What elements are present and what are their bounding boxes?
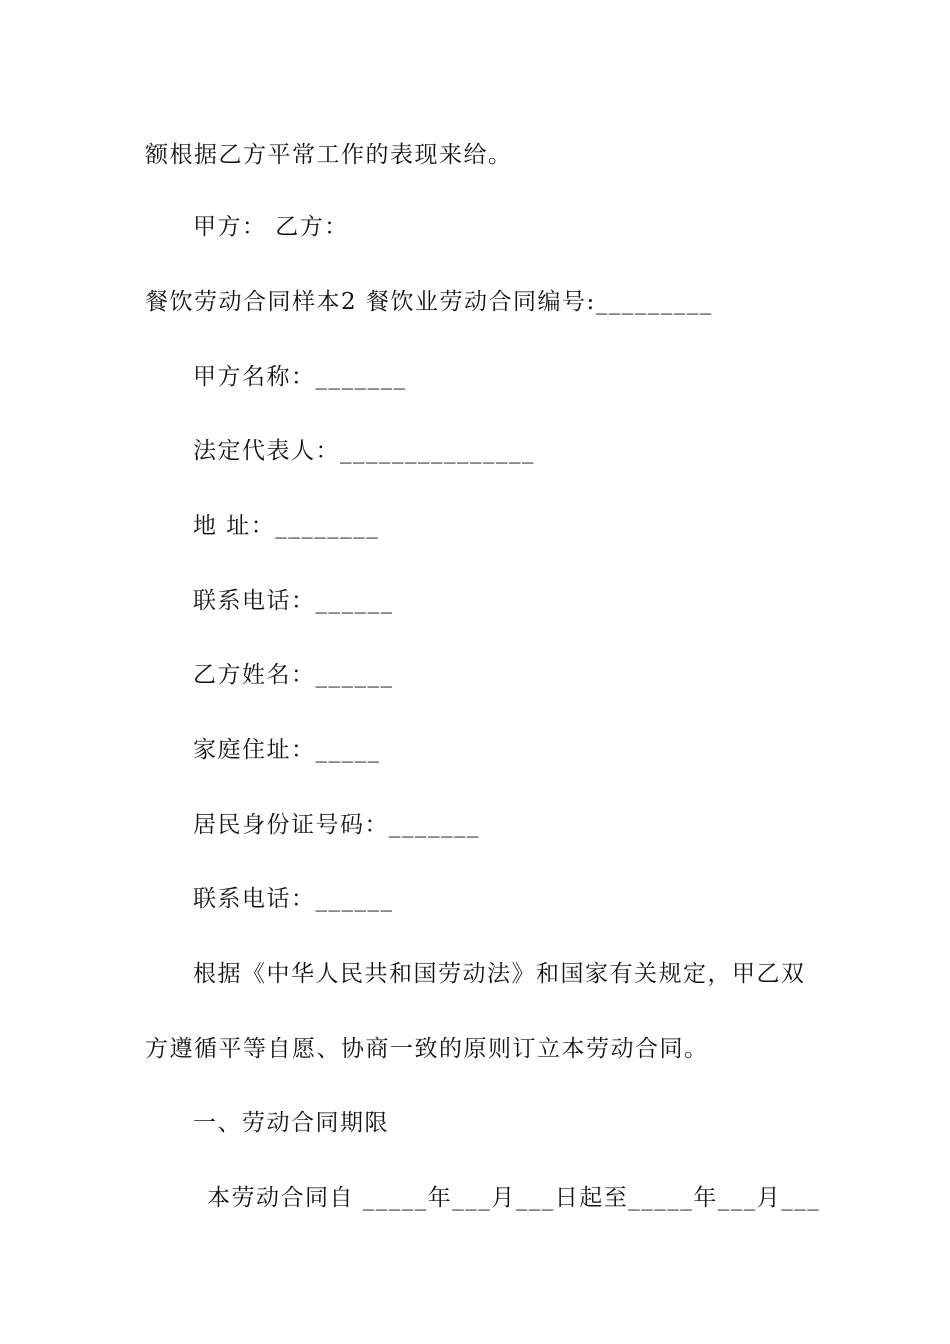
party-signature-line: 甲方： 乙方：	[193, 214, 349, 240]
contract-term-clause: 本劳动合同自 _____年___月___日起至_____年___月___	[207, 1185, 821, 1211]
contract-sample-heading: 餐饮劳动合同样本2 餐饮业劳动合同编号:_________	[145, 289, 713, 315]
section-heading-contract-term: 一、劳动合同期限	[193, 1110, 389, 1136]
paragraph-text-continuation: 额根据乙方平常工作的表现来给。	[145, 142, 513, 168]
address-field: 地 址：________	[193, 513, 380, 539]
id-number-field: 居民身份证号码：_______	[193, 812, 480, 838]
party-b-phone-field: 联系电话：______	[193, 886, 394, 912]
home-address-field: 家庭住址：_____	[193, 737, 381, 763]
preamble-line-2: 方遵循平等自愿、协商一致的原则订立本劳动合同。	[145, 1036, 709, 1062]
party-b-name-field: 乙方姓名：______	[193, 662, 394, 688]
party-a-name-field: 甲方名称：_______	[193, 364, 407, 390]
legal-representative-field: 法定代表人：_______________	[193, 438, 535, 464]
party-a-phone-field: 联系电话：______	[193, 588, 394, 614]
preamble-line-1: 根据《中华人民共和国劳动法》和国家有关规定，甲乙双	[193, 961, 806, 987]
